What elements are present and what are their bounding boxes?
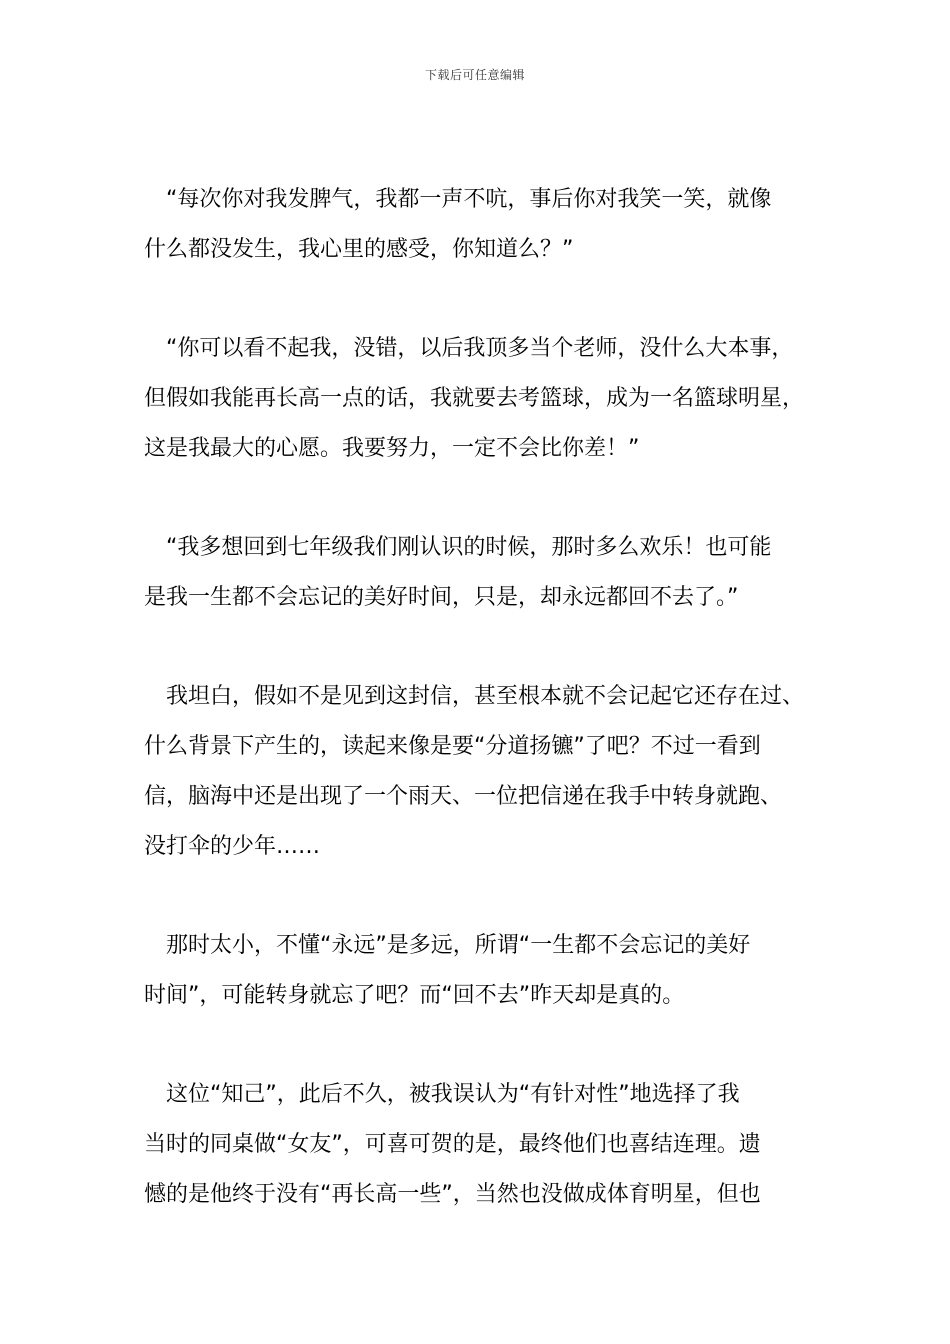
paragraph-line: 时间”，可能转身就忘了吧？而“回不去”昨天却是真的。: [144, 983, 685, 1008]
paragraph-line: 没打伞的少年……: [144, 834, 321, 859]
paragraph-5: [144, 921, 824, 1021]
paragraph-line: 什么背景下产生的，读起来像是要“分道扬镳”了吧？不过一看到: [144, 734, 761, 759]
paragraph-line: “你可以看不起我，没错，以后我顶多当个老师，没什么大本事，: [144, 336, 794, 361]
paragraph-6: [144, 1070, 824, 1220]
paragraph-line: 信，脑海中还是出现了一个雨天、一位把信递在我手中转身就跑、: [144, 784, 783, 809]
paragraph-line: 我坦白，假如不是见到这封信，甚至根本就不会记起它还存在过、: [144, 684, 805, 709]
paragraph-1: [144, 175, 824, 275]
paragraph-3: [144, 523, 824, 623]
paragraph-4: [144, 672, 824, 872]
paragraph-line: “每次你对我发脾气，我都一声不吭，事后你对我笑一笑，就像: [144, 187, 772, 212]
paragraph-line: 这位“知己”，此后不久，被我误认为“有针对性”地选择了我: [144, 1082, 740, 1107]
page-header: 下载后可任意编辑: [424, 68, 525, 82]
paragraph-line: 当时的同桌做“女友”，可喜可贺的是，最终他们也喜结连理。遗: [144, 1132, 761, 1157]
paragraph-line: “我多想回到七年级我们刚认识的时候，那时多么欢乐！也可能: [144, 535, 772, 560]
paragraph-line: 什么都没发生，我心里的感受，你知道么？”: [144, 237, 574, 262]
paragraph-2: [144, 324, 824, 474]
paragraph-line: 但假如我能再长高一点的话，我就要去考篮球，成为一名篮球明星，: [144, 386, 805, 411]
paragraph-line: 是我一生都不会忘记的美好时间，只是，却永远都回不去了。”: [144, 585, 739, 610]
paragraph-line: 那时太小，不懂“永远”是多远，所谓“一生都不会忘记的美好: [144, 933, 751, 958]
paragraph-line: 憾的是他终于没有“再长高一些”，当然也没做成体育明星，但也: [144, 1182, 761, 1207]
paragraph-line: 这是我最大的心愿。我要努力，一定不会比你差！”: [144, 436, 640, 461]
